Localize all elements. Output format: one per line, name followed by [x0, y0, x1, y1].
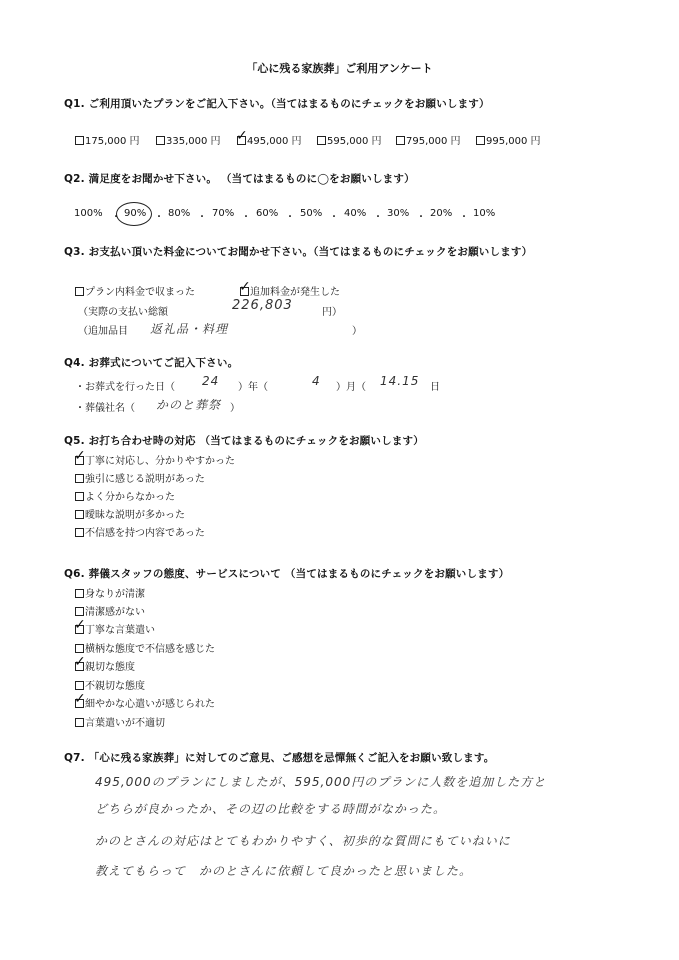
- q5-option-polite[interactable]: ✓丁寧に対応し、分かりやすかった: [75, 452, 235, 467]
- checkbox[interactable]: [75, 136, 84, 145]
- selection-circle-icon: [116, 202, 152, 226]
- checkbox[interactable]: [75, 589, 84, 598]
- checkbox-checked[interactable]: [75, 625, 84, 634]
- checkbox[interactable]: [396, 136, 405, 145]
- q2-option-80[interactable]: 80%: [168, 208, 191, 219]
- checkbox[interactable]: [156, 136, 165, 145]
- q2-separator: ・: [197, 212, 207, 223]
- checkbox[interactable]: [476, 136, 485, 145]
- q7-comment-line[interactable]: 495,000のプランにしましたが、595,000円のプランに人数を追加した方と: [95, 775, 547, 789]
- q1-option-995000[interactable]: 995,000 円: [476, 132, 541, 147]
- checkbox-checked[interactable]: [75, 662, 84, 671]
- checkbox[interactable]: [317, 136, 326, 145]
- q2-separator: ・: [154, 212, 164, 223]
- checkbox[interactable]: [75, 528, 84, 537]
- q4-year-unit: ）年（: [238, 382, 268, 393]
- q2-separator: ・: [416, 212, 426, 223]
- q3-option-extra[interactable]: ✓ 追加料金が発生した: [240, 283, 340, 298]
- checkbox-checked[interactable]: [75, 699, 84, 708]
- checkbox[interactable]: [75, 492, 84, 501]
- checkbox-checked[interactable]: [240, 287, 249, 296]
- q3-added-items-label: （追加品目: [78, 326, 128, 337]
- q4-funeral-home-close: ）: [230, 403, 240, 414]
- checkbox[interactable]: [75, 644, 84, 653]
- q6-option-polite-language[interactable]: ✓丁寧な言葉遣い: [75, 621, 155, 636]
- q2-option-60[interactable]: 60%: [256, 208, 279, 219]
- q5-option-forceful[interactable]: 強引に感じる説明があった: [75, 470, 205, 485]
- q4-month-value[interactable]: 4: [312, 374, 321, 388]
- q2-separator: ・: [285, 212, 295, 223]
- q5-option-vague[interactable]: 曖昧な説明が多かった: [75, 506, 185, 521]
- q4-month-unit: ）月（: [336, 382, 366, 393]
- q1-label: Q1. ご利用頂いたプランをご記入下さい。（当てはまるものにチェックをお願いします）: [64, 98, 490, 110]
- q5-option-unclear[interactable]: よく分からなかった: [75, 488, 175, 503]
- q2-option-40[interactable]: 40%: [344, 208, 367, 219]
- checkbox[interactable]: [75, 607, 84, 616]
- q3-option-in-plan[interactable]: プラン内料金で収まった: [75, 283, 195, 298]
- q6-option-unclean[interactable]: 清潔感がない: [75, 603, 145, 618]
- q1-option-795000[interactable]: 795,000 円: [396, 132, 461, 147]
- q4-funeral-home-label: ・葬儀社名（: [75, 403, 135, 414]
- q6-option-kind[interactable]: ✓親切な態度: [75, 658, 135, 673]
- q7-comment-line[interactable]: どちらが良かったか、その辺の比較をする時間がなかった。: [95, 802, 447, 816]
- q6-option-clean[interactable]: 身なりが清潔: [75, 585, 145, 600]
- q2-separator: ・: [373, 212, 383, 223]
- q3-payment-unit: 円）: [322, 307, 342, 318]
- checkbox-checked[interactable]: [237, 136, 246, 145]
- q4-label: Q4. お葬式についてご記入下さい。: [64, 357, 239, 369]
- q4-date-label: ・お葬式を行った日（: [75, 382, 175, 393]
- checkbox-checked[interactable]: [75, 456, 84, 465]
- q2-separator: ・: [241, 212, 251, 223]
- q2-label: Q2. 満足度をお聞かせ下さい。 （当てはまるものに◯をお願いします）: [64, 173, 415, 185]
- q2-option-20[interactable]: 20%: [430, 208, 453, 219]
- q4-day-value[interactable]: 14.15: [380, 374, 420, 388]
- q2-option-10[interactable]: 10%: [473, 208, 496, 219]
- q7-label: Q7. 「心に残る家族葬」に対してのご意見、ご感想を忌憚無くご記入をお願い致します。: [64, 752, 495, 764]
- checkbox[interactable]: [75, 718, 84, 727]
- q2-option-50[interactable]: 50%: [300, 208, 323, 219]
- q6-option-improper-language[interactable]: 言葉遣いが不適切: [75, 714, 165, 729]
- q3-label: Q3. お支払い頂いた料金についてお聞かせ下さい。（当てはまるものにチェックをお願いします）: [64, 246, 533, 258]
- checkbox[interactable]: [75, 510, 84, 519]
- q4-year-value[interactable]: 24: [202, 374, 220, 388]
- q3-payment-label: （実際の支払い総額: [78, 307, 168, 318]
- q4-funeral-home-value[interactable]: かのと葬祭: [156, 398, 222, 412]
- q3-added-items-close: ）: [352, 326, 362, 337]
- q5-option-distrust[interactable]: 不信感を持つ内容であった: [75, 524, 205, 539]
- q2-option-70[interactable]: 70%: [212, 208, 235, 219]
- q6-option-arrogant[interactable]: 横柄な態度で不信感を感じた: [75, 640, 215, 655]
- q2-option-30[interactable]: 30%: [387, 208, 410, 219]
- q3-added-items-value[interactable]: 返礼品・料理: [150, 322, 229, 336]
- q1-option-595000[interactable]: 595,000 円: [317, 132, 382, 147]
- q5-label: Q5. お打ち合わせ時の対応 （当てはまるものにチェックをお願いします）: [64, 435, 424, 447]
- page-title: 「心に残る家族葬」ご利用アンケート: [246, 62, 433, 75]
- q2-separator: ・: [329, 212, 339, 223]
- q2-separator: ・: [111, 212, 121, 223]
- q1-option-495000[interactable]: ✓ 495,000 円: [237, 132, 302, 147]
- q2-option-100[interactable]: 100%: [74, 208, 103, 219]
- q4-day-unit: 日: [430, 382, 440, 393]
- q2-separator: ・: [459, 212, 469, 223]
- checkbox[interactable]: [75, 474, 84, 483]
- q2-option-90[interactable]: 90%: [124, 208, 147, 219]
- q6-option-attentive[interactable]: ✓細やかな心遣いが感じられた: [75, 695, 215, 710]
- q7-comment-line[interactable]: 教えてもらって かのとさんに依頼して良かったと思いました。: [95, 864, 473, 878]
- checkbox[interactable]: [75, 287, 84, 296]
- q1-option-175000[interactable]: 175,000 円: [75, 132, 140, 147]
- q6-label: Q6. 葬儀スタッフの態度、サービスについて （当てはまるものにチェックをお願いします）: [64, 568, 510, 580]
- q6-option-unkind[interactable]: 不親切な態度: [75, 677, 145, 692]
- checkbox[interactable]: [75, 681, 84, 690]
- q7-comment-line[interactable]: かのとさんの対応はとてもわかりやすく、初歩的な質問にもていねいに: [95, 834, 511, 848]
- q3-payment-value[interactable]: 226,803: [232, 298, 293, 313]
- q1-option-335000[interactable]: 335,000 円: [156, 132, 221, 147]
